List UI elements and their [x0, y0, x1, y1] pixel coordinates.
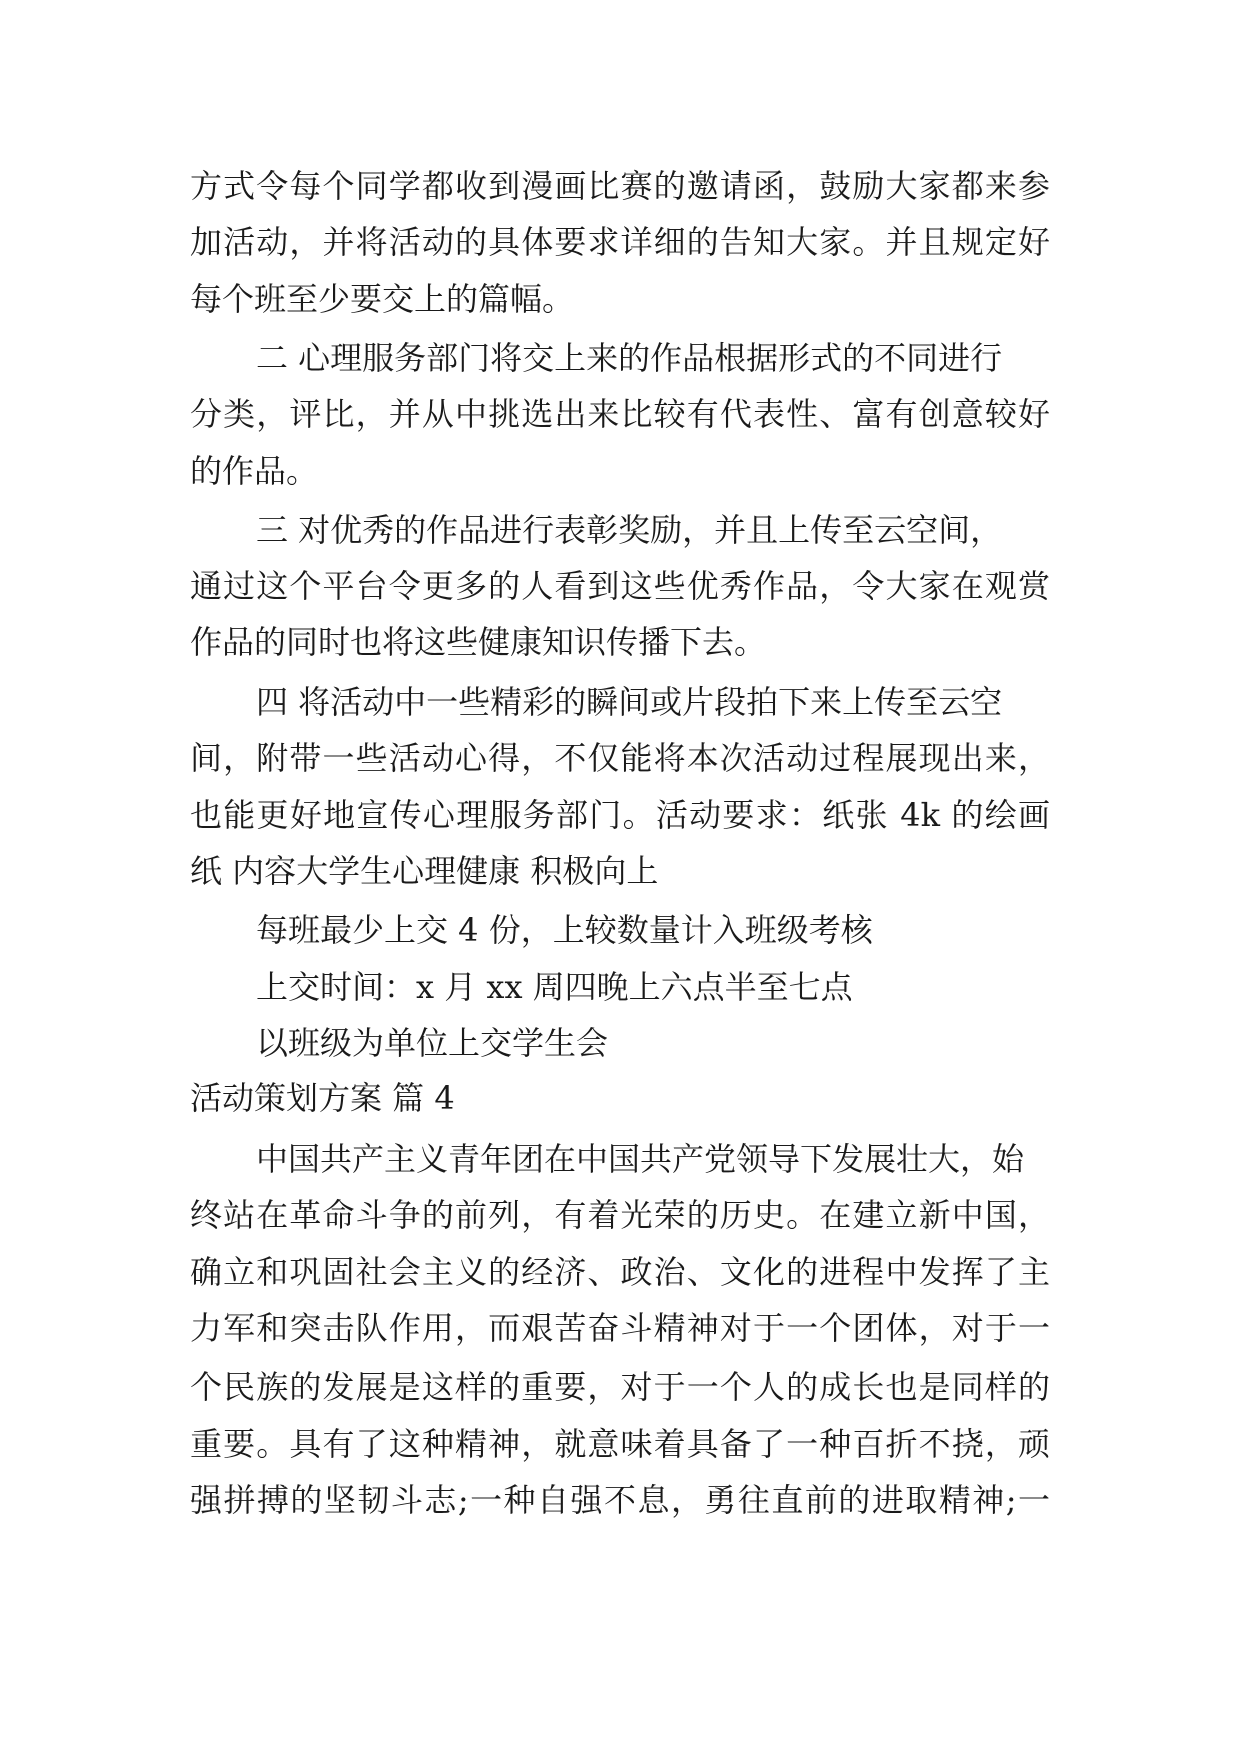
text-line: 确立和巩固社会主义的经济、政治、文化的进程中发挥了主 — [190, 1253, 1050, 1291]
text-line: 力军和突击队作用，而艰苦奋斗精神对于一个团体，对于一 — [190, 1309, 1050, 1347]
text-line: 间，附带一些活动心得，不仅能将本次活动过程展现出来， — [190, 739, 1050, 777]
text-line: 也能更好地宣传心理服务部门。活动要求：纸张 4k 的绘画 — [190, 796, 1050, 834]
paragraph-start-line: 二 心理服务部门将交上来的作品根据形式的不同进行 — [256, 339, 1003, 377]
text-line: 每班最少上交 4 份，上较数量计入班级考核 — [256, 911, 873, 949]
text-line: 纸 内容大学生心理健康 积极向上 — [190, 852, 659, 890]
text-line: 的作品。 — [190, 452, 319, 490]
text-line: 加活动，并将活动的具体要求详细的告知大家。并且规定好 — [190, 223, 1050, 261]
text-line: 作品的同时也将这些健康知识传播下去。 — [190, 623, 767, 661]
text-line: 每个班至少要交上的篇幅。 — [190, 280, 575, 318]
text-line: 重要。具有了这种精神，就意味着具备了一种百折不挠，顽 — [190, 1425, 1050, 1463]
paragraph-start-line: 三 对优秀的作品进行表彰奖励，并且上传至云空间， — [256, 511, 1003, 549]
paragraph-start-line: 四 将活动中一些精彩的瞬间或片段拍下来上传至云空 — [256, 683, 1003, 721]
text-line: 终站在革命斗争的前列，有着光荣的历史。在建立新中国， — [190, 1196, 1050, 1234]
text-line: 强拼搏的坚韧斗志;一种自强不息，勇往直前的进取精神;一 — [190, 1481, 1050, 1519]
text-line: 以班级为单位上交学生会 — [256, 1024, 609, 1062]
section-heading: 活动策划方案 篇 4 — [190, 1079, 455, 1117]
text-line: 个民族的发展是这样的重要，对于一个人的成长也是同样的 — [190, 1368, 1050, 1406]
text-line: 通过这个平台令更多的人看到这些优秀作品，令大家在观赏 — [190, 567, 1050, 605]
text-line: 分类，评比，并从中挑选出来比较有代表性、富有创意较好 — [190, 395, 1050, 433]
text-line: 上交时间：x 月 xx 周四晚上六点半至七点 — [256, 968, 853, 1006]
text-line: 方式令每个同学都收到漫画比赛的邀请函，鼓励大家都来参 — [190, 167, 1050, 205]
paragraph-start-line: 中国共产主义青年团在中国共产党领导下发展壮大，始 — [256, 1140, 1025, 1178]
